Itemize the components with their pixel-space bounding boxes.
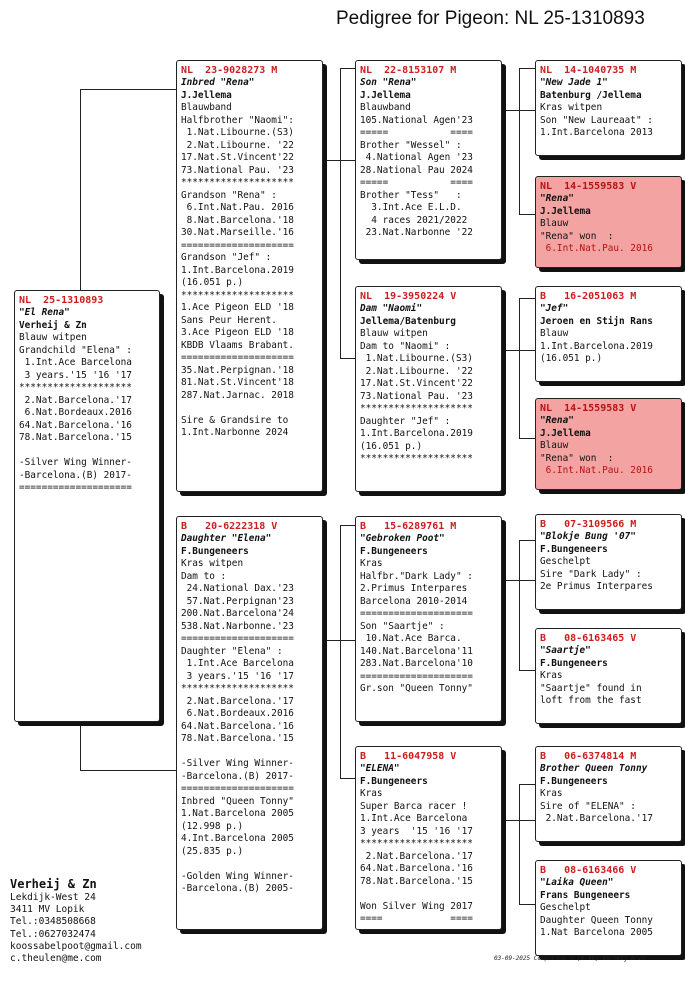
pedigree-line: 6.Nat.Bordeaux.2016: [19, 407, 132, 418]
pedigree-line: Brother "Tess" :: [360, 189, 462, 201]
pedigree-line: 64.Nat.Barcelona.'16: [19, 419, 132, 431]
pedigree-line: 3 years.'15 '16 '17: [19, 369, 132, 381]
pedigree-line: ********************: [360, 838, 473, 849]
connector-line: [80, 89, 178, 90]
pigeon-name: "Rena": [540, 415, 574, 426]
pedigree-line: Dam to "Naomi" :: [360, 340, 451, 352]
pedigree-line: (12.998 p.): [181, 820, 244, 832]
pedigree-line: 4.National Agen '23: [360, 152, 473, 163]
pedigree-line: Blauw: [540, 440, 569, 451]
pedigree-line: 1.Int.Narbonne 2024: [181, 427, 289, 438]
pedigree-line: Kras: [360, 788, 383, 799]
pedigree-line: 4 races 2021/2022: [360, 214, 468, 226]
pedigree-line: 30.Nat.Marseille.'16: [181, 227, 294, 238]
pedigree-line: Kras witpen: [540, 102, 603, 113]
pedigree-line: Daughter "Elena" :: [181, 645, 283, 657]
pigeon-name: Daughter "Elena": [181, 533, 272, 544]
pedigree-line: [19, 445, 155, 458]
pedigree-line: 1.Int.Ace Barcelona: [19, 357, 132, 368]
pedigree-line: [360, 888, 497, 901]
pedigree-line: ====================: [360, 608, 473, 619]
pedigree-line: -Barcelona.(B) 2017-: [181, 770, 294, 782]
pigeon-owner: F.Bungeneers: [360, 545, 428, 557]
pedigree-line: 73.National Pau. '23: [360, 390, 473, 402]
pigeon-owner: Jellema/Batenburg: [360, 315, 456, 327]
pigeon-name: "Blokje Bung '07": [540, 531, 636, 542]
pedigree-line: Grandson "Rena" :: [181, 189, 277, 201]
pedigree-line: 28.National Pau 2024: [360, 164, 473, 176]
pedigree-line: 10.Nat.Ace Barca.: [360, 633, 462, 644]
pedigree-line: Sire of "ELENA" :: [540, 800, 636, 812]
pigeon-owner: J.Jellema: [540, 205, 591, 217]
pedigree-line: (16.051 p.): [181, 277, 244, 288]
connector-line: [519, 68, 536, 69]
pedigree-line: 2.Nat.Barcelona.'17: [540, 813, 653, 824]
ring-number: NL 14-1559583 V: [540, 181, 637, 192]
pedigree-line: 78.Nat.Barcelona.'15: [360, 875, 473, 887]
connector-line: [519, 784, 520, 904]
pedigree-line: Son "Saartje" :: [360, 620, 445, 632]
ring-number: B 08-6163465 V: [540, 633, 637, 644]
pigeon-card-ssd[interactable]: [535, 176, 682, 268]
pedigree-line: (25.835 p.): [181, 845, 244, 857]
pedigree-line: 64.Nat.Barcelona.'16: [181, 720, 294, 732]
pedigree-line: loft from the fast: [540, 695, 642, 706]
pedigree-line: ====================: [181, 783, 294, 794]
pedigree-line: 81.Nat.St.Vincent'18: [181, 377, 294, 388]
ring-number: NL 14-1040735 M: [540, 65, 637, 76]
connector-line: [519, 68, 520, 214]
ring-number: NL 22-8153107 M: [360, 65, 457, 76]
pigeon-name: "Jef": [540, 303, 569, 314]
pedigree-line: ********************: [181, 683, 294, 694]
ring-number: NL 14-1559583 V: [540, 403, 637, 414]
pedigree-line: ====================: [181, 633, 294, 644]
pigeon-card-dam[interactable]: [176, 516, 323, 930]
pigeon-name: Inbred "Rena": [181, 77, 255, 88]
pedigree-line: 2e Primus Interpares: [540, 581, 653, 592]
pedigree-line: 24.National Dax.'23: [181, 583, 294, 594]
pedigree-line: Grandson "Jef" :: [181, 252, 272, 263]
pigeon-card-ddd[interactable]: [535, 860, 682, 956]
pedigree-line: Sans Peur Herent.: [181, 314, 277, 326]
pedigree-line: 1.Int.Barcelona.2019: [360, 428, 473, 439]
pedigree-line: ====================: [181, 239, 294, 251]
pedigree-line: "Saartje" found in: [540, 682, 642, 694]
pedigree-line: Halfbrother "Naomi":: [181, 114, 294, 126]
pigeon-name: Son "Rena": [360, 77, 417, 88]
pedigree-line: ====================: [360, 670, 473, 682]
breeder-contact-line: c.theulen@me.com: [10, 953, 102, 965]
breeder-contact-line: Tel.:0348508668: [10, 916, 96, 928]
ring-number: NL 25-1310893: [19, 295, 104, 306]
pedigree-line: 64.Nat.Barcelona.'16: [360, 863, 473, 874]
pigeon-card-sss[interactable]: [535, 60, 682, 156]
ring-number: B 11-6047958 V: [360, 751, 457, 762]
connector-line: [80, 722, 81, 770]
pedigree-line: ====================: [19, 482, 132, 493]
pigeon-name: "New Jade 1": [540, 77, 608, 88]
pigeon-card-sire-dam[interactable]: [355, 286, 502, 492]
connector-line: [519, 438, 536, 439]
pedigree-line: 57.Nat.Perpignan'23: [181, 595, 294, 607]
pedigree-line: 2.Nat.Barcelona.'17: [360, 850, 473, 862]
pigeon-owner: F.Bungeneers: [181, 545, 249, 557]
pigeon-card-sdd[interactable]: [535, 398, 682, 490]
breeder-name: Verheij & Zn: [10, 877, 97, 891]
pigeon-owner: J.Jellema: [181, 89, 232, 101]
pedigree-line: 1.Ace Pigeon ELD '18: [181, 302, 294, 313]
pedigree-line: 23.Nat.Narbonne '22: [360, 227, 473, 238]
pedigree-line: ********************: [360, 453, 473, 464]
pedigree-line: Sire & Grandsire to: [181, 414, 289, 426]
pedigree-line: 287.Nat.Jarnac. 2018: [181, 389, 294, 401]
pigeon-owner: J.Jellema: [360, 89, 411, 101]
pedigree-line: Kras: [360, 558, 383, 569]
pedigree-line: KBDB Vlaams Brabant.: [181, 339, 294, 351]
pedigree-line: 1.Int.Ace Barcelona: [181, 658, 294, 669]
pedigree-line: 2.Nat.Libourne. '22: [181, 139, 294, 151]
pedigree-line: 140.Nat.Barcelona'11: [360, 645, 473, 657]
pigeon-card-sire-sire[interactable]: [355, 60, 502, 260]
pedigree-line: ===== ====: [360, 127, 473, 138]
pedigree-line: 17.Nat.St.Vincent'22: [181, 152, 294, 163]
connector-line: [519, 904, 536, 905]
pedigree-line: Won Silver Wing 2017: [360, 900, 473, 912]
connector-line: [519, 298, 520, 438]
pedigree-line: ====================: [181, 352, 294, 363]
pedigree-line: 1.Int.Barcelona 2013: [540, 127, 653, 138]
pedigree-line: Blauw witpen: [19, 332, 87, 343]
connector-line: [519, 540, 536, 541]
pedigree-line: Kras: [540, 670, 563, 681]
pedigree-line: Gr.son "Queen Tonny": [360, 683, 473, 694]
pedigree-line: [181, 746, 318, 759]
pedigree-line: 3.Ace Pigeon ELD '18: [181, 327, 294, 338]
connector-line: [519, 298, 536, 299]
pedigree-line: 2.Primus Interpares: [360, 583, 468, 594]
pigeon-card-subject[interactable]: [14, 290, 160, 722]
pedigree-line: (16.051 p.): [540, 353, 603, 364]
pedigree-line: Sire "Dark Lady" :: [540, 568, 642, 580]
pedigree-line: Son "New Laureaat" :: [540, 114, 653, 126]
pigeon-owner: F.Bungeneers: [540, 657, 608, 669]
pigeon-card-dsd[interactable]: [535, 628, 682, 724]
pedigree-line: Brother "Wessel" :: [360, 139, 462, 151]
ring-number: B 07-3109566 M: [540, 519, 637, 530]
pedigree-line: 200.Nat.Barcelona'24: [181, 608, 294, 619]
pigeon-name: Dam "Naomi": [360, 303, 423, 314]
pigeon-name: "Rena": [540, 193, 574, 204]
pedigree-line: Inbred "Queen Tonny": [181, 795, 294, 807]
connector-line: [519, 784, 536, 785]
pigeon-card-dam-sire[interactable]: [355, 516, 502, 722]
pigeon-name: Brother Queen Tonny: [540, 763, 648, 774]
pedigree-line: Daughter Queen Tonny: [540, 914, 653, 926]
pedigree-line: Geschelpt: [540, 556, 591, 567]
pedigree-line: 17.Nat.St.Vincent'22: [360, 378, 473, 389]
pedigree-line: Grandchild "Elena" :: [19, 344, 132, 356]
pedigree-line: -Barcelona.(B) 2005-: [181, 883, 294, 894]
ring-number: B 08-6163466 V: [540, 865, 637, 876]
pedigree-line: -Barcelona.(B) 2017-: [19, 469, 132, 481]
pedigree-line: 6.Int.Nat.Pau. 2016: [540, 243, 653, 254]
pedigree-line: ********************: [19, 382, 132, 393]
pedigree-line: 6.Nat.Bordeaux.2016: [181, 708, 294, 719]
pedigree-line: 1.Nat.Barcelona 2005: [181, 808, 294, 819]
page-title: Pedigree for Pigeon: NL 25-1310893: [336, 8, 645, 29]
pedigree-line: 1.Nat.Libourne.(S3): [360, 353, 473, 364]
ring-number: B 15-6289761 M: [360, 521, 457, 532]
pedigree-line: 6.Int.Nat.Pau. 2016: [540, 465, 653, 476]
pedigree-line: Kras: [540, 788, 563, 799]
ring-number: B 06-6374814 M: [540, 751, 637, 762]
pigeon-owner: Verheij & Zn: [19, 319, 87, 331]
pedigree-line: Blauw: [540, 328, 569, 339]
pedigree-line: ********************: [181, 177, 294, 188]
ring-number: NL 19-3950224 V: [360, 291, 457, 302]
pedigree-line: 78.Nat.Barcelona.'15: [19, 432, 132, 443]
connector-line: [80, 89, 81, 292]
pigeon-owner: F.Bungeneers: [540, 543, 608, 555]
pigeon-name: "El Rena": [19, 307, 70, 318]
pedigree-line: 3 years '15 '16 '17: [360, 825, 473, 837]
pedigree-line: 283.Nat.Barcelona'10: [360, 658, 473, 669]
pigeon-name: "Laika Queen": [540, 877, 614, 888]
pedigree-line: Dam to :: [181, 570, 227, 582]
pigeon-name: "Saartje": [540, 645, 591, 656]
pigeon-card-dds[interactable]: [535, 746, 682, 842]
breeder-info: [10, 876, 142, 965]
pigeon-card-dam-dam[interactable]: [355, 746, 502, 930]
pedigree-line: 6.Int.Nat.Pau. 2016: [181, 202, 294, 213]
pigeon-name: "ELENA": [360, 763, 400, 774]
ring-number: B 16-2051063 M: [540, 291, 637, 302]
pedigree-line: Super Barca racer !: [360, 800, 468, 812]
connector-line: [340, 525, 341, 778]
pedigree-line: -Silver Wing Winner-: [181, 758, 294, 769]
pedigree-line: 2.Nat.Libourne. '22: [360, 365, 473, 377]
pedigree-line: Barcelona 2010-2014: [360, 595, 468, 607]
pigeon-card-dss[interactable]: [535, 514, 682, 610]
pedigree-line: "Rena" won :: [540, 230, 614, 242]
pedigree-line: Halfbr."Dark Lady" :: [360, 570, 473, 582]
breeder-contact-line: 3411 MV Lopik: [10, 904, 85, 916]
breeder-contact-line: Lekdijk-West 24: [10, 892, 96, 903]
pedigree-line: 1.Nat.Libourne.(S3): [181, 127, 294, 138]
breeder-contact-line: koossabelpoot@gmail.com: [10, 940, 142, 952]
pedigree-line: ===== ====: [360, 177, 473, 188]
footer: 03-09-2025 Compuclub © [9.48] Verheij & Zn: [494, 955, 646, 962]
pedigree-line: 2.Nat.Barcelona.'17: [181, 695, 294, 707]
pedigree-line: [181, 858, 318, 871]
connector-line: [340, 68, 341, 358]
pigeon-owner: Batenburg /Jellema: [540, 89, 642, 101]
pedigree-line: -Silver Wing Winner-: [19, 457, 132, 468]
pedigree-line: 1.Int.Ace Barcelona: [360, 813, 468, 824]
pigeon-owner: J.Jellema: [540, 427, 591, 439]
pedigree-line: -Golden Wing Winner-: [181, 870, 294, 882]
connector-line: [519, 670, 536, 671]
pigeon-owner: F.Bungeneers: [540, 775, 608, 787]
connector-line: [80, 770, 178, 771]
pedigree-line: Blauwband: [360, 102, 411, 113]
pedigree-line: 3 years.'15 '16 '17: [181, 670, 294, 682]
pedigree-line: 78.Nat.Barcelona.'15: [181, 733, 294, 744]
ring-number: B 20-6222318 V: [181, 521, 278, 532]
pedigree-line: Blauwband: [181, 102, 232, 113]
pedigree-line: 3.Int.Ace E.L.D.: [360, 202, 462, 213]
pedigree-line: 73.National Pau. '23: [181, 164, 294, 176]
pedigree-line: 8.Nat.Barcelona.'18: [181, 214, 294, 226]
pedigree-line: Daughter "Jef" :: [360, 415, 451, 427]
pedigree-line: 1.Int.Barcelona.2019: [181, 264, 294, 276]
pedigree-line: ********************: [360, 403, 473, 414]
connector-line: [519, 214, 536, 215]
pedigree-line: Blauw: [540, 218, 569, 229]
ring-number: NL 23-9028273 M: [181, 65, 278, 76]
pedigree-line: 35.Nat.Perpignan.'18: [181, 364, 294, 376]
breeder-contact-line: Tel.:0627032474: [10, 928, 96, 940]
pedigree-line: ==== ====: [360, 913, 473, 924]
pedigree-line: Kras witpen: [181, 558, 244, 569]
pedigree-line: 4.Int.Barcelona 2005: [181, 833, 294, 844]
pedigree-line: (16.051 p.): [360, 440, 423, 452]
pigeon-card-sire[interactable]: [176, 60, 323, 492]
pedigree-line: 1.Nat Barcelona 2005: [540, 927, 653, 938]
pedigree-line: 105.National Agen'23: [360, 114, 473, 126]
pedigree-line: 1.Int.Barcelona.2019: [540, 340, 653, 352]
pigeon-owner: Frans Bungeneers: [540, 889, 631, 901]
pedigree-line: "Rena" won :: [540, 452, 614, 464]
pigeon-owner: F.Bungeneers: [360, 775, 428, 787]
pedigree-line: 2.Nat.Barcelona.'17: [19, 394, 132, 406]
pedigree-line: 538.Nat.Narbonne.'23: [181, 620, 294, 632]
pedigree-line: Geschelpt: [540, 902, 591, 913]
pigeon-name: "Gebroken Poot": [360, 533, 445, 544]
pedigree-line: [181, 402, 318, 415]
pigeon-card-sds[interactable]: [535, 286, 682, 382]
pedigree-line: ********************: [181, 289, 294, 301]
connector-line: [519, 540, 520, 670]
pedigree-line: Blauw witpen: [360, 328, 428, 339]
pigeon-owner: Jeroen en Stijn Rans: [540, 315, 653, 327]
